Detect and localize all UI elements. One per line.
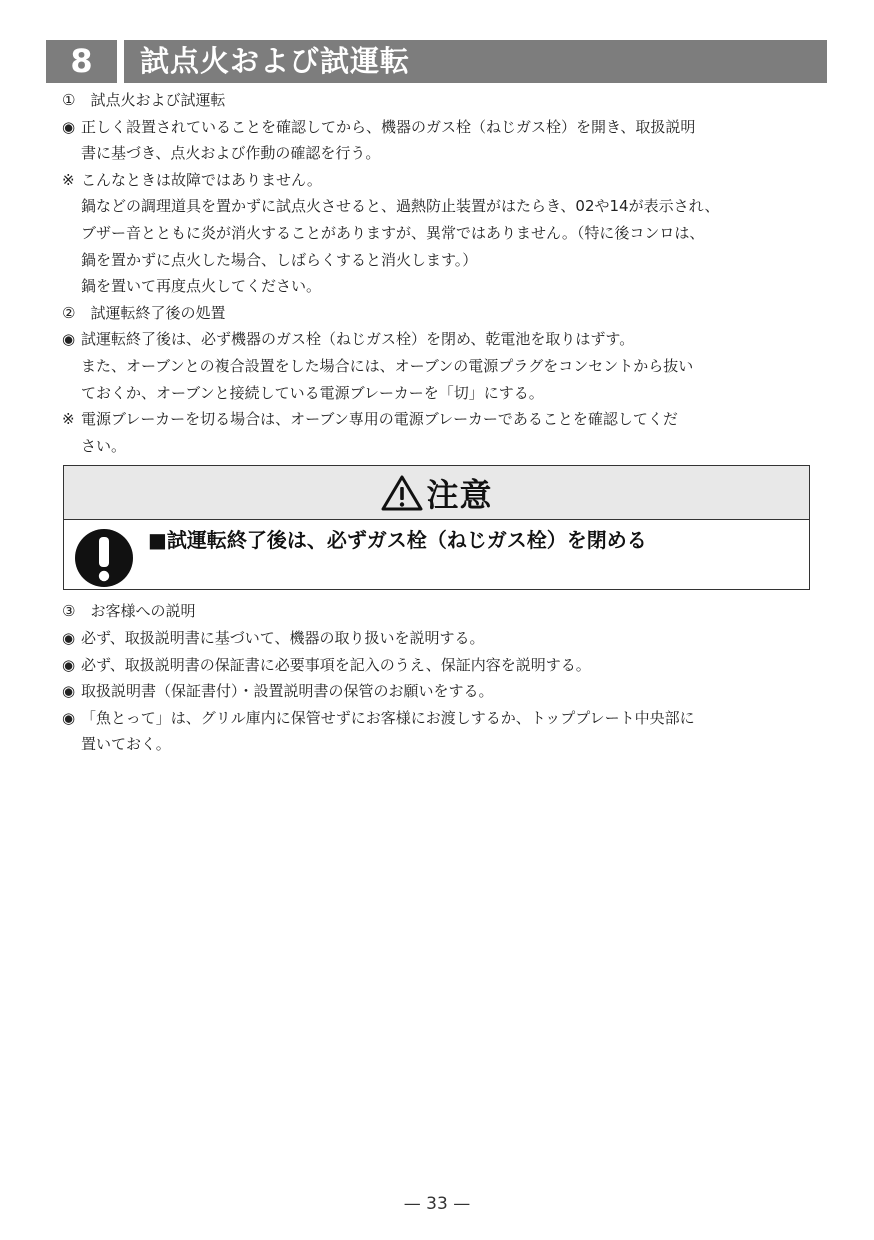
step-1-heading: ① 試点火および試運転 [62,91,226,109]
step-1-note-cont: 鍋を置いて再度点火してください。 [81,277,322,296]
note-text: 電源ブレーカーを切る場合は、オーブン専用の電源ブレーカーであることを確認してくだ [81,410,678,429]
caution-header [64,466,809,520]
note-mark: ※ [62,410,75,429]
step-2-bullet-cont: また、オーブンとの複合設置をした場合には、オーブンの電源プラグをコンセントから抜い [81,356,694,375]
caution-title: 注意 [426,475,493,514]
step-2-heading: ② 試運転終了後の処置 [62,303,226,322]
bullet-mark: ◉ [62,628,76,647]
step-3-bullet [62,652,814,679]
step-2-note [62,406,814,433]
bullet-mark: ◉ [62,655,76,674]
exclamation-circle-icon [74,528,134,588]
step-1-bullet-cont: 書に基づき、点火および作動の確認を行う。 [81,144,381,163]
step-1-bullet [62,114,814,141]
bullet-mark: ◉ [62,708,76,727]
bullet-text: 取扱説明書（保証書付）・設置説明書の保管のお願いをする。 [81,682,494,701]
bullet-mark: ◉ [62,682,76,701]
section-title: 試点火および試運転 [124,40,827,83]
page-number: — 33 — [403,1194,471,1214]
step-1-note [62,167,814,194]
step-2-bullet-cont: ておくか、オーブンと接続している電源ブレーカーを「切」にする。 [81,383,544,402]
caution-text: ■試運転終了後は、必ずガス栓（ねじガス栓）を閉める [148,528,647,553]
warning-triangle-icon [380,474,424,512]
step-2-bullet [62,326,814,353]
document-body [62,87,814,758]
bullet-text: 「魚とって」は、グリル庫内に保管せずにお客様にお渡しするか、トッププレート中央部に [81,708,695,727]
step-3-heading: ③ お客様への説明 [62,602,196,621]
caution-box [63,465,810,590]
bullet-text: 必ず、取扱説明書の保証書に必要事項を記入のうえ、保証内容を説明する。 [81,655,591,674]
bullet-mark: ◉ [62,330,76,349]
bullet-text: 必ず、取扱説明書に基づいて、機器の取り扱いを説明する。 [81,628,485,647]
step-3-bullet [62,625,814,652]
step-3-bullet [62,678,814,705]
step-3-bullet-cont: 置いておく。 [81,735,171,754]
section-number: 8 [46,40,117,83]
step-1-note-cont: 鍋を置かずに点火した場合、しばらくすると消火します。） [81,250,478,269]
bullet-text: 正しく設置されていることを確認してから、機器のガス栓（ねじガス栓）を開き、取扱説明 [81,117,696,136]
bullet-mark: ◉ [62,117,76,136]
step-1-note-cont: 鍋などの調理道具を置かずに試点火させると、過熱防止装置がはたらき、02や14が表示され、 [81,197,720,216]
section-header [46,40,827,83]
step-1-note-cont: ブザー音とともに炎が消火することがありますが、異常ではありません。（特に後コンロは、 [81,223,705,242]
note-mark: ※ [62,170,75,189]
step-2-note-cont: さい。 [81,436,127,455]
bullet-text: 試運転終了後は、必ず機器のガス栓（ねじガス栓）を閉め、乾電池を取りはずす。 [81,330,635,349]
note-text: こんなときは故障ではありません。 [81,170,322,189]
step-3-bullet [62,705,814,732]
